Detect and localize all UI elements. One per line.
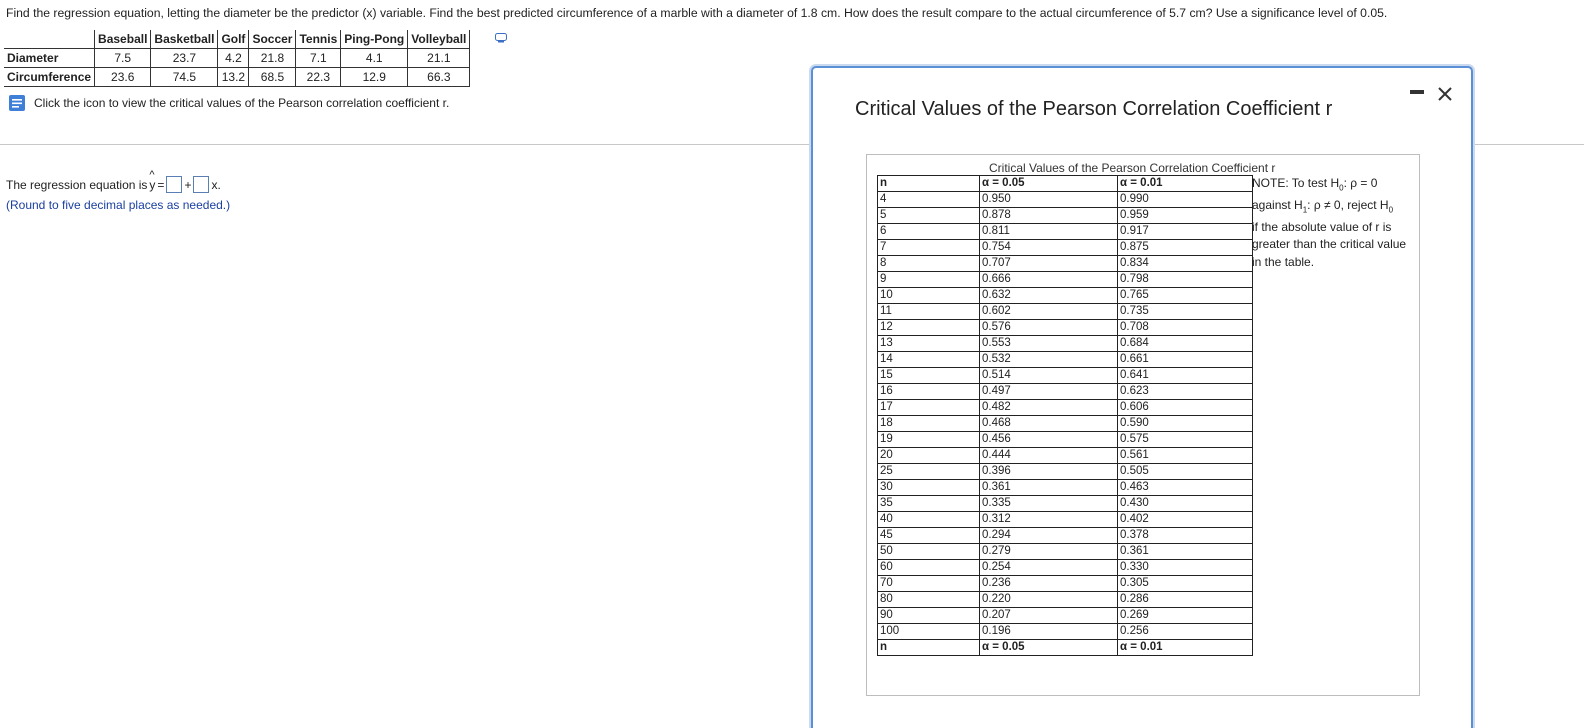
n-cell: 18 <box>878 416 980 432</box>
table-row <box>878 192 1253 208</box>
alpha-05-cell: 0.482 <box>980 400 1118 416</box>
header-cell: Basketball <box>151 30 218 49</box>
table-row <box>878 272 1253 288</box>
alpha-01-cell: 0.765 <box>1118 288 1253 304</box>
table-cell: 21.8 <box>249 49 296 68</box>
data-table <box>4 30 470 87</box>
header-cell: Volleyball <box>408 30 470 49</box>
alpha-01-cell: 0.430 <box>1118 496 1253 512</box>
n-cell: 11 <box>878 304 980 320</box>
n-cell: 80 <box>878 592 980 608</box>
table-row <box>878 576 1253 592</box>
alpha-01-cell: 0.708 <box>1118 320 1253 336</box>
note-sub: 0 <box>1339 183 1344 193</box>
table-row <box>878 512 1253 528</box>
table-row <box>878 592 1253 608</box>
alpha-01-cell: 0.606 <box>1118 400 1253 416</box>
alpha-05-cell: 0.514 <box>980 368 1118 384</box>
n-cell: 50 <box>878 544 980 560</box>
alpha-01-cell: 0.269 <box>1118 608 1253 624</box>
table-row <box>878 528 1253 544</box>
alpha-01-cell: 0.402 <box>1118 512 1253 528</box>
alpha-01-cell: 0.378 <box>1118 528 1253 544</box>
answer-suffix: x. <box>211 177 221 192</box>
alpha-01-cell: 0.575 <box>1118 432 1253 448</box>
answer-prefix: The regression equation is <box>6 177 148 192</box>
info-link-text[interactable]: Click the icon to view the critical values of the Pearson correlation coefficient r. <box>34 96 450 110</box>
alpha-05-cell: 0.553 <box>980 336 1118 352</box>
alpha-05-cell: 0.456 <box>980 432 1118 448</box>
alpha-01-cell: 0.798 <box>1118 272 1253 288</box>
table-row <box>4 49 470 68</box>
table-footer-row <box>878 640 1253 656</box>
alpha-01-cell: 0.305 <box>1118 576 1253 592</box>
table-cell: 23.7 <box>151 49 218 68</box>
table-row <box>878 432 1253 448</box>
table-cell: 12.9 <box>341 68 408 87</box>
alpha-05-cell: 0.532 <box>980 352 1118 368</box>
alpha-05-cell: 0.207 <box>980 608 1118 624</box>
table-row <box>878 384 1253 400</box>
alpha-05-cell: 0.468 <box>980 416 1118 432</box>
table-cell: 21.1 <box>408 49 470 68</box>
close-icon[interactable] <box>1437 86 1453 102</box>
table-row <box>878 448 1253 464</box>
alpha-05-cell: 0.754 <box>980 240 1118 256</box>
n-cell: 13 <box>878 336 980 352</box>
n-cell: 5 <box>878 208 980 224</box>
alpha-01-cell: 0.330 <box>1118 560 1253 576</box>
alpha-05-cell: 0.396 <box>980 464 1118 480</box>
dialog-title: Critical Values of the Pearson Correlation Coefficient r <box>855 98 1333 120</box>
alpha-01-cell: 0.286 <box>1118 592 1253 608</box>
note-text <box>1252 175 1412 271</box>
n-cell: 40 <box>878 512 980 528</box>
alpha-05-cell: 0.279 <box>980 544 1118 560</box>
critical-values-table-frame <box>866 154 1420 696</box>
table-cell: 66.3 <box>408 68 470 87</box>
table-row <box>4 68 470 87</box>
header-cell: Golf <box>218 30 249 49</box>
note-sub: 1 <box>1302 205 1308 215</box>
note-sub: 0 <box>1388 205 1394 215</box>
alpha-05-cell: 0.254 <box>980 560 1118 576</box>
table-cell: 13.2 <box>218 68 249 87</box>
alpha-01-cell: 0.256 <box>1118 624 1253 640</box>
alpha-05-cell: 0.220 <box>980 592 1118 608</box>
critical-values-table <box>877 175 1253 656</box>
table-header-row <box>878 176 1253 192</box>
y-hat-letter: y <box>149 177 156 192</box>
table-cell: 4.1 <box>341 49 408 68</box>
n-cell: 30 <box>878 480 980 496</box>
regression-equation-line <box>6 168 230 193</box>
critical-values-dialog <box>811 66 1473 728</box>
table-row <box>878 560 1253 576</box>
n-cell: 8 <box>878 256 980 272</box>
alpha-01-cell: 0.990 <box>1118 192 1253 208</box>
n-cell: 7 <box>878 240 980 256</box>
alpha-01-cell: 0.661 <box>1118 352 1253 368</box>
n-cell: 70 <box>878 576 980 592</box>
col-alpha-01-header: α = 0.01 <box>1118 176 1253 192</box>
header-cell: Tennis <box>296 30 341 49</box>
col-alpha-05-footer: α = 0.05 <box>980 640 1118 656</box>
table-row <box>878 544 1253 560</box>
table-cell: 74.5 <box>151 68 218 87</box>
note-line3: if the absolute value of r is greater than the critical value in the table. <box>1252 219 1407 269</box>
alpha-01-cell: 0.875 <box>1118 240 1253 256</box>
row-label: Circumference <box>4 68 95 87</box>
alpha-01-cell: 0.590 <box>1118 416 1253 432</box>
row-label: Diameter <box>4 49 95 68</box>
n-cell: 16 <box>878 384 980 400</box>
alpha-01-cell: 0.959 <box>1118 208 1253 224</box>
table-row <box>878 496 1253 512</box>
n-cell: 12 <box>878 320 980 336</box>
table-row <box>878 608 1253 624</box>
intercept-input[interactable] <box>166 176 182 193</box>
equals-sign: = <box>157 177 165 192</box>
note-line1: NOTE: To test H <box>1252 176 1340 190</box>
alpha-01-cell: 0.917 <box>1118 224 1253 240</box>
book-icon[interactable] <box>8 94 26 112</box>
alpha-05-cell: 0.602 <box>980 304 1118 320</box>
table-row <box>878 224 1253 240</box>
critical-values-link[interactable] <box>8 94 449 112</box>
table-row <box>878 240 1253 256</box>
alpha-05-cell: 0.878 <box>980 208 1118 224</box>
n-cell: 17 <box>878 400 980 416</box>
alpha-01-cell: 0.623 <box>1118 384 1253 400</box>
n-cell: 45 <box>878 528 980 544</box>
table-row <box>878 288 1253 304</box>
answer-section <box>6 168 231 212</box>
alpha-01-cell: 0.684 <box>1118 336 1253 352</box>
table-row <box>878 256 1253 272</box>
col-n-header: n <box>878 176 980 192</box>
table-cell: 7.5 <box>95 49 151 68</box>
alpha-01-cell: 0.361 <box>1118 544 1253 560</box>
slope-input[interactable] <box>193 176 209 193</box>
table-row <box>878 624 1253 640</box>
n-cell: 25 <box>878 464 980 480</box>
question-text: Find the regression equation, letting the diameter be the predictor (x) variable. Find the best predicted circumference of a marble with a diameter of 1.8 cm. How does the result compare to the actual circumference of 5.7 cm? Use a significance level of 0.05. <box>6 6 1388 20</box>
note-line1-tail: : ρ = 0 <box>1343 176 1378 190</box>
n-cell: 60 <box>878 560 980 576</box>
header-cell: Baseball <box>95 30 151 49</box>
alpha-01-cell: 0.834 <box>1118 256 1253 272</box>
table-cell: 68.5 <box>249 68 296 87</box>
n-cell: 9 <box>878 272 980 288</box>
table-row <box>878 480 1253 496</box>
alpha-05-cell: 0.497 <box>980 384 1118 400</box>
col-n-footer: n <box>878 640 980 656</box>
table-row <box>878 336 1253 352</box>
alpha-01-cell: 0.735 <box>1118 304 1253 320</box>
n-cell: 4 <box>878 192 980 208</box>
table-cell: 23.6 <box>95 68 151 87</box>
alpha-01-cell: 0.463 <box>1118 480 1253 496</box>
header-cell: Soccer <box>249 30 296 49</box>
y-hat-symbol: ^ y <box>149 168 156 192</box>
table-row <box>878 416 1253 432</box>
plus-sign: + <box>184 177 192 192</box>
alpha-01-cell: 0.561 <box>1118 448 1253 464</box>
alpha-05-cell: 0.335 <box>980 496 1118 512</box>
n-cell: 15 <box>878 368 980 384</box>
table-row <box>878 352 1253 368</box>
alpha-05-cell: 0.236 <box>980 576 1118 592</box>
copy-icon[interactable] <box>495 33 507 43</box>
minimize-icon[interactable] <box>1410 90 1424 94</box>
header-blank-cell <box>4 30 95 49</box>
alpha-05-cell: 0.444 <box>980 448 1118 464</box>
alpha-05-cell: 0.576 <box>980 320 1118 336</box>
n-cell: 100 <box>878 624 980 640</box>
rounding-hint: (Round to five decimal places as needed.) <box>6 198 231 212</box>
alpha-05-cell: 0.312 <box>980 512 1118 528</box>
n-cell: 90 <box>878 608 980 624</box>
note-line2: against H <box>1252 197 1303 212</box>
n-cell: 6 <box>878 224 980 240</box>
table-row <box>878 320 1253 336</box>
alpha-05-cell: 0.950 <box>980 192 1118 208</box>
table-cell: 22.3 <box>296 68 341 87</box>
table-row <box>878 304 1253 320</box>
n-cell: 10 <box>878 288 980 304</box>
n-cell: 20 <box>878 448 980 464</box>
table-caption: Critical Values of the Pearson Correlation Coefficient r <box>989 161 1276 175</box>
alpha-05-cell: 0.666 <box>980 272 1118 288</box>
table-row <box>878 368 1253 384</box>
n-cell: 14 <box>878 352 980 368</box>
alpha-01-cell: 0.505 <box>1118 464 1253 480</box>
alpha-05-cell: 0.707 <box>980 256 1118 272</box>
alpha-01-cell: 0.641 <box>1118 368 1253 384</box>
table-row <box>878 208 1253 224</box>
alpha-05-cell: 0.294 <box>980 528 1118 544</box>
data-table-header <box>4 30 470 49</box>
table-row <box>878 464 1253 480</box>
table-row <box>878 400 1253 416</box>
alpha-05-cell: 0.811 <box>980 224 1118 240</box>
alpha-05-cell: 0.196 <box>980 624 1118 640</box>
col-alpha-05-header: α = 0.05 <box>980 176 1118 192</box>
table-cell: 7.1 <box>296 49 341 68</box>
table-cell: 4.2 <box>218 49 249 68</box>
note-line2-tail: : ρ ≠ 0, reject H <box>1307 197 1389 212</box>
header-cell: Ping-Pong <box>341 30 408 49</box>
col-alpha-01-footer: α = 0.01 <box>1118 640 1253 656</box>
n-cell: 19 <box>878 432 980 448</box>
alpha-05-cell: 0.632 <box>980 288 1118 304</box>
n-cell: 35 <box>878 496 980 512</box>
alpha-05-cell: 0.361 <box>980 480 1118 496</box>
